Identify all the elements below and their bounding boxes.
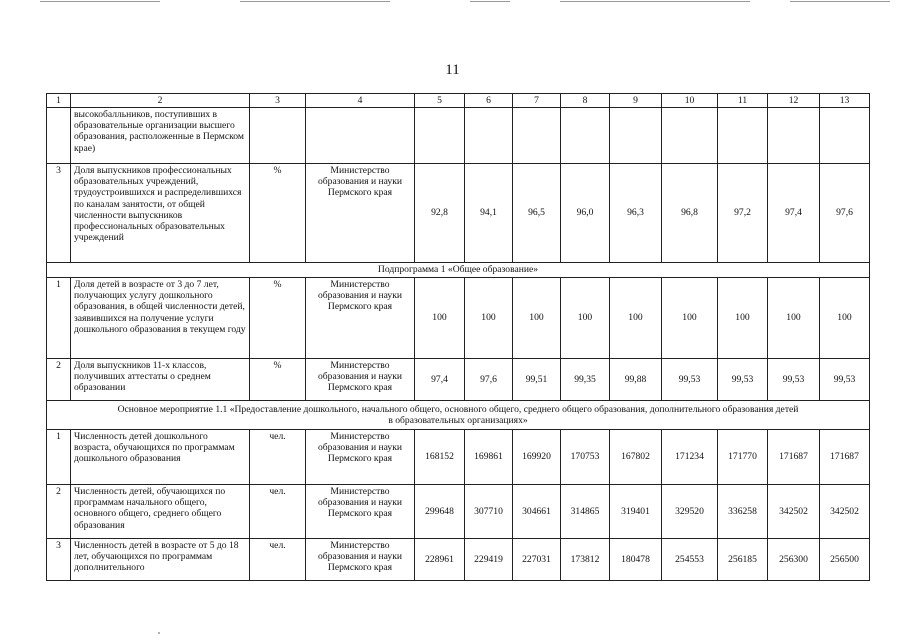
- indicator-value: 256185: [718, 539, 768, 581]
- indicator-value: [513, 108, 561, 164]
- responsible-org: Министерство образования и науки Пермского края: [306, 164, 415, 263]
- section-heading-row: [47, 401, 870, 430]
- column-number-10: 10: [662, 94, 718, 108]
- indicator-value: 173812: [561, 539, 610, 581]
- indicator-name: Численность детей, обучающихся по программам начального общего, основного общего, среднего общего образования: [71, 485, 250, 539]
- indicator-value: 97,6: [820, 164, 870, 263]
- page-number: 11: [445, 62, 460, 78]
- responsible-org: Министерство образования и науки Пермского края: [306, 430, 415, 485]
- indicator-value: 97,4: [768, 164, 820, 263]
- unit-of-measure: чел.: [250, 430, 306, 485]
- indicator-value: [465, 108, 513, 164]
- indicator-name: Численность детей в возрасте от 5 до 18 лет, обучающихся по программам дополнительного: [71, 539, 250, 581]
- indicator-value: 228961: [415, 539, 465, 581]
- indicator-value: 99,53: [768, 359, 820, 401]
- indicator-value: 99,53: [820, 359, 870, 401]
- unit-of-measure: чел.: [250, 539, 306, 581]
- indicator-value: 229419: [465, 539, 513, 581]
- unit-of-measure: чел.: [250, 485, 306, 539]
- indicator-value: 314865: [561, 485, 610, 539]
- table-row: [47, 164, 870, 263]
- row-number: 1: [47, 278, 71, 359]
- indicator-value: 94,1: [465, 164, 513, 263]
- indicator-value: 336258: [718, 485, 768, 539]
- indicator-value: 96,0: [561, 164, 610, 263]
- indicator-name: Численность детей дошкольного возраста, обучающихся по программам дошкольного образования: [71, 430, 250, 485]
- indicator-value: 171234: [662, 430, 718, 485]
- indicator-value: 99,88: [610, 359, 662, 401]
- column-number-2: 2: [71, 94, 250, 108]
- indicator-value: [662, 108, 718, 164]
- column-number-3: 3: [250, 94, 306, 108]
- indicator-value: 100: [820, 278, 870, 359]
- table-row: [47, 108, 870, 164]
- table-row: [47, 539, 870, 581]
- section-heading: Подпрограмма 1 «Общее образование»: [47, 263, 870, 278]
- indicator-name: Доля выпускников 11-х классов, получивших аттестаты о среднем образовании: [71, 359, 250, 401]
- indicator-value: 304661: [513, 485, 561, 539]
- indicator-value: 256300: [768, 539, 820, 581]
- responsible-org: Министерство образования и науки Пермского края: [306, 278, 415, 359]
- indicator-value: 100: [662, 278, 718, 359]
- row-number: 3: [47, 164, 71, 263]
- indicator-value: 96,5: [513, 164, 561, 263]
- indicator-name: Доля выпускников профессиональных образовательных учреждений, трудоустроившихся и распределившихся по каналам занятости, от общей численности выпускников профессиональных образовательных учреждений: [71, 164, 250, 263]
- table-row: [47, 278, 870, 359]
- scan-top-edge: [0, 0, 905, 4]
- column-number-1: 1: [47, 94, 71, 108]
- indicator-name: Доля детей в возрасте от 3 до 7 лет, получающих услугу дошкольного образования, в общей численности детей, заявившихся на получение услуги дошкольного образования в текущем году: [71, 278, 250, 359]
- responsible-org: Министерство образования и науки Пермского края: [306, 485, 415, 539]
- indicators-table: [46, 93, 870, 581]
- column-number-8: 8: [561, 94, 610, 108]
- indicator-value: 100: [415, 278, 465, 359]
- column-number-row: [47, 94, 870, 108]
- indicator-value: 97,6: [465, 359, 513, 401]
- indicator-value: 100: [610, 278, 662, 359]
- indicator-value: [415, 108, 465, 164]
- indicator-value: 100: [718, 278, 768, 359]
- column-number-5: 5: [415, 94, 465, 108]
- indicator-value: 256500: [820, 539, 870, 581]
- indicator-value: 96,8: [662, 164, 718, 263]
- indicator-value: 254553: [662, 539, 718, 581]
- column-number-7: 7: [513, 94, 561, 108]
- indicator-value: 167802: [610, 430, 662, 485]
- indicator-value: 329520: [662, 485, 718, 539]
- indicator-value: 299648: [415, 485, 465, 539]
- table-row: [47, 430, 870, 485]
- column-number-13: 13: [820, 94, 870, 108]
- indicator-value: 319401: [610, 485, 662, 539]
- indicator-value: 99,35: [561, 359, 610, 401]
- column-number-12: 12: [768, 94, 820, 108]
- table-row: [47, 359, 870, 401]
- row-number: 1: [47, 430, 71, 485]
- unit-of-measure: %: [250, 359, 306, 401]
- section-heading: Основное мероприятие 1.1 «Предоставление дошкольного, начального общего, основного общего, среднего общего образования, дополнительного образования детей в образовательных организациях»: [47, 401, 870, 430]
- row-number: [47, 108, 71, 164]
- unit-of-measure: [250, 108, 306, 164]
- indicator-value: [610, 108, 662, 164]
- indicator-value: 168152: [415, 430, 465, 485]
- indicator-value: 99,53: [662, 359, 718, 401]
- column-number-6: 6: [465, 94, 513, 108]
- row-number: 2: [47, 485, 71, 539]
- indicator-value: [820, 108, 870, 164]
- indicator-value: 100: [513, 278, 561, 359]
- indicator-value: 227031: [513, 539, 561, 581]
- responsible-org: Министерство образования и науки Пермского края: [306, 359, 415, 401]
- indicator-value: 96,3: [610, 164, 662, 263]
- responsible-org: [306, 108, 415, 164]
- indicator-value: 171770: [718, 430, 768, 485]
- indicator-value: 342502: [820, 485, 870, 539]
- unit-of-measure: %: [250, 164, 306, 263]
- indicator-value: [718, 108, 768, 164]
- indicator-value: 307710: [465, 485, 513, 539]
- indicator-value: 100: [561, 278, 610, 359]
- row-number: 3: [47, 539, 71, 581]
- scan-speck: [158, 632, 160, 634]
- responsible-org: Министерство образования и науки Пермского края: [306, 539, 415, 581]
- row-number: 2: [47, 359, 71, 401]
- indicator-value: 99,51: [513, 359, 561, 401]
- indicator-value: 342502: [768, 485, 820, 539]
- indicator-value: 97,4: [415, 359, 465, 401]
- indicator-value: 97,2: [718, 164, 768, 263]
- indicator-value: 169920: [513, 430, 561, 485]
- indicator-value: [768, 108, 820, 164]
- column-number-11: 11: [718, 94, 768, 108]
- indicator-value: 171687: [768, 430, 820, 485]
- indicator-value: 99,53: [718, 359, 768, 401]
- indicator-value: 171687: [820, 430, 870, 485]
- indicator-value: 100: [465, 278, 513, 359]
- column-number-9: 9: [610, 94, 662, 108]
- unit-of-measure: %: [250, 278, 306, 359]
- indicator-value: 170753: [561, 430, 610, 485]
- column-number-4: 4: [306, 94, 415, 108]
- indicator-value: [561, 108, 610, 164]
- indicator-value: 169861: [465, 430, 513, 485]
- indicator-value: 180478: [610, 539, 662, 581]
- indicator-name: высокобалльников, поступивших в образовательные организации высшего образования, расположенные в Пермском крае): [71, 108, 250, 164]
- section-heading-row: [47, 263, 870, 278]
- indicator-value: 92,8: [415, 164, 465, 263]
- indicator-value: 100: [768, 278, 820, 359]
- table-row: [47, 485, 870, 539]
